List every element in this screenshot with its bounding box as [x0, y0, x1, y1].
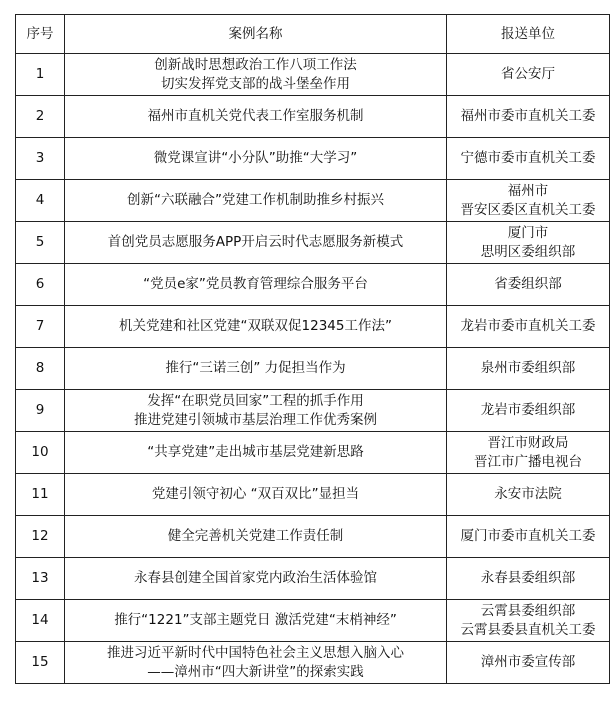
- table-row: [16, 600, 610, 642]
- table-row: [16, 516, 610, 558]
- row-index: 3: [16, 138, 65, 180]
- row-index: 8: [16, 348, 65, 390]
- row-index: 6: [16, 264, 65, 306]
- row-case-name: 推进习近平新时代中国特色社会主义思想入脑入心 ——漳州市“四大新讲堂”的探索实践: [65, 642, 447, 684]
- row-submitting-unit: 龙岩市委组织部: [447, 390, 610, 432]
- row-submitting-unit: 宁德市委市直机关工委: [447, 138, 610, 180]
- row-case-name: 推行“1221”支部主题党日 激活党建“末梢神经”: [65, 600, 447, 642]
- row-case-name: 首创党员志愿服务APP开启云时代志愿服务新模式: [65, 222, 447, 264]
- header-index: 序号: [16, 15, 65, 54]
- header-case-name: 案例名称: [65, 15, 447, 54]
- row-index: 5: [16, 222, 65, 264]
- row-case-name: 机关党建和社区党建“双联双促12345工作法”: [65, 306, 447, 348]
- row-submitting-unit: 福州市 晋安区委区直机关工委: [447, 180, 610, 222]
- row-submitting-unit: 省公安厅: [447, 54, 610, 96]
- table-row: [16, 222, 610, 264]
- row-case-name: 党建引领守初心 “双百双比”显担当: [65, 474, 447, 516]
- row-submitting-unit: 永安市法院: [447, 474, 610, 516]
- row-case-name: 发挥“在职党员回家”工程的抓手作用 推进党建引领城市基层治理工作优秀案例: [65, 390, 447, 432]
- row-case-name: 福州市直机关党代表工作室服务机制: [65, 96, 447, 138]
- row-case-name: 永春县创建全国首家党内政治生活体验馆: [65, 558, 447, 600]
- row-index: 10: [16, 432, 65, 474]
- table-row: [16, 54, 610, 96]
- row-case-name: “党员e家”党员教育管理综合服务平台: [65, 264, 447, 306]
- row-index: 7: [16, 306, 65, 348]
- row-submitting-unit: 省委组织部: [447, 264, 610, 306]
- row-submitting-unit: 漳州市委宣传部: [447, 642, 610, 684]
- row-submitting-unit: 永春县委组织部: [447, 558, 610, 600]
- row-index: 1: [16, 54, 65, 96]
- table-row: [16, 180, 610, 222]
- table-row: [16, 558, 610, 600]
- row-case-name: 创新战时思想政治工作八项工作法 切实发挥党支部的战斗堡垒作用: [65, 54, 447, 96]
- table-row: [16, 432, 610, 474]
- row-index: 11: [16, 474, 65, 516]
- table-row: [16, 348, 610, 390]
- table-row: [16, 138, 610, 180]
- table-row: [16, 306, 610, 348]
- row-index: 13: [16, 558, 65, 600]
- table-row: [16, 474, 610, 516]
- row-index: 9: [16, 390, 65, 432]
- row-case-name: 创新“六联融合”党建工作机制助推乡村振兴: [65, 180, 447, 222]
- row-submitting-unit: 福州市委市直机关工委: [447, 96, 610, 138]
- table-row: [16, 264, 610, 306]
- row-index: 2: [16, 96, 65, 138]
- table-row: [16, 642, 610, 684]
- row-case-name: 推行“三诺三创” 力促担当作为: [65, 348, 447, 390]
- row-submitting-unit: 厦门市委市直机关工委: [447, 516, 610, 558]
- row-submitting-unit: 云霄县委组织部 云霄县委县直机关工委: [447, 600, 610, 642]
- row-index: 15: [16, 642, 65, 684]
- case-table: [15, 14, 610, 684]
- row-submitting-unit: 泉州市委组织部: [447, 348, 610, 390]
- row-submitting-unit: 龙岩市委市直机关工委: [447, 306, 610, 348]
- row-submitting-unit: 晋江市财政局 晋江市广播电视台: [447, 432, 610, 474]
- header-row: [16, 15, 610, 54]
- row-submitting-unit: 厦门市 思明区委组织部: [447, 222, 610, 264]
- header-submitting-unit: 报送单位: [447, 15, 610, 54]
- table-row: [16, 390, 610, 432]
- row-index: 12: [16, 516, 65, 558]
- row-index: 14: [16, 600, 65, 642]
- row-case-name: 健全完善机关党建工作责任制: [65, 516, 447, 558]
- table-row: [16, 96, 610, 138]
- row-case-name: “共享党建”走出城市基层党建新思路: [65, 432, 447, 474]
- row-index: 4: [16, 180, 65, 222]
- row-case-name: 微党课宣讲“小分队”助推“大学习”: [65, 138, 447, 180]
